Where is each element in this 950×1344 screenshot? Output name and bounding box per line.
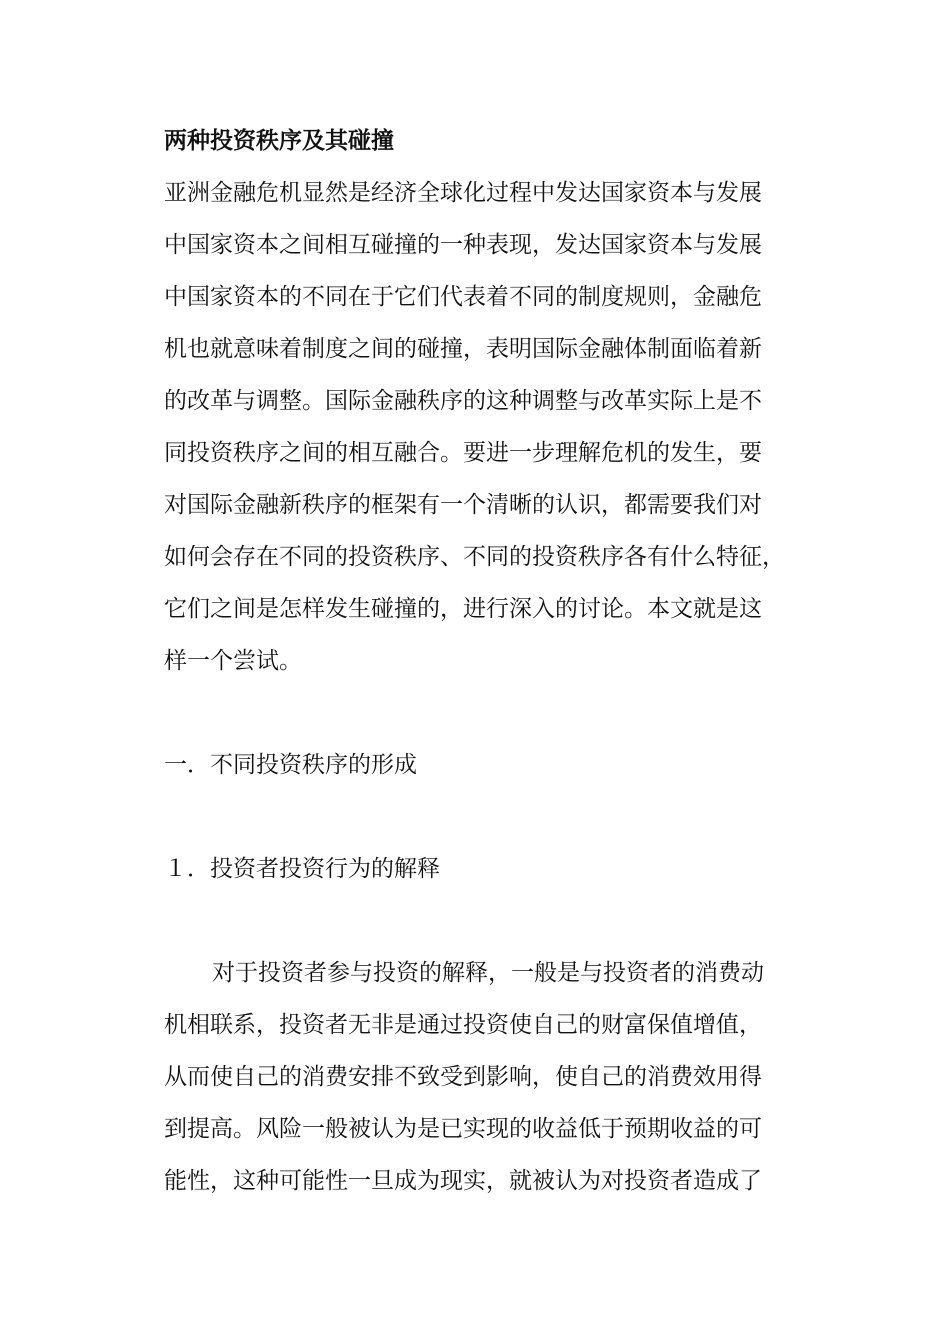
intro-line: 中国家资本之间相互碰撞的一种表现，发达国家资本与发展 xyxy=(164,232,762,258)
document-title: 两种投资秩序及其碰撞 xyxy=(164,127,394,154)
intro-line: 它们之间是怎样发生碰撞的，进行深入的讨论。本文就是这 xyxy=(164,596,762,622)
body-line: 从而使自己的消费安排不致受到影响，使自己的消费效用得 xyxy=(164,1064,762,1090)
intro-line: 的改革与调整。国际金融秩序的这种调整与改革实际上是不 xyxy=(164,388,762,414)
subsection-heading: １．投资者投资行为的解释 xyxy=(164,856,440,882)
body-line: 能性，这种可能性一旦成为现实，就被认为对投资者造成了 xyxy=(164,1168,762,1194)
intro-line: 样一个尝试。 xyxy=(164,648,302,674)
intro-line: 对国际金融新秩序的框架有一个清晰的认识，都需要我们对 xyxy=(164,492,762,518)
section-heading: 一．不同投资秩序的形成 xyxy=(164,752,417,778)
body-line: 到提高。风险一般被认为是已实现的收益低于预期收益的可 xyxy=(164,1116,762,1142)
intro-line: 如何会存在不同的投资秩序、不同的投资秩序各有什么特征， xyxy=(164,544,785,570)
intro-line: 中国家资本的不同在于它们代表着不同的制度规则，金融危 xyxy=(164,284,762,310)
body-line: 对于投资者参与投资的解释，一般是与投资者的消费动 xyxy=(212,960,764,986)
body-line: 机相联系，投资者无非是通过投资使自己的财富保值增值， xyxy=(164,1012,762,1038)
intro-line: 同投资秩序之间的相互融合。要进一步理解危机的发生，要 xyxy=(164,440,762,466)
intro-line: 机也就意味着制度之间的碰撞，表明国际金融体制面临着新 xyxy=(164,336,762,362)
intro-line: 亚洲金融危机显然是经济全球化过程中发达国家资本与发展 xyxy=(164,180,762,206)
